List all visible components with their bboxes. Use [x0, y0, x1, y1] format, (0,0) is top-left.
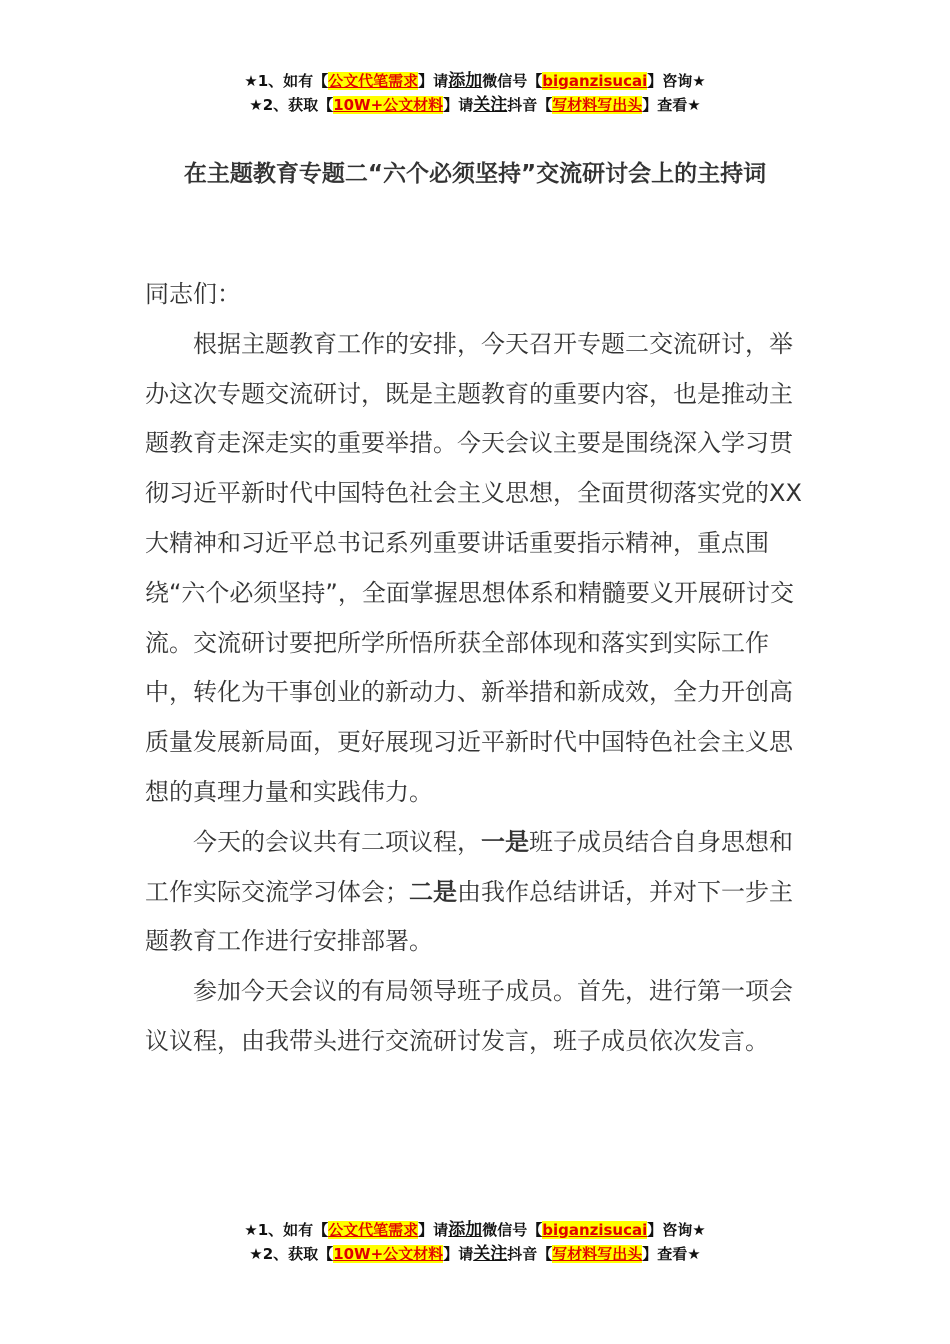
banner-highlight: biganzisucai: [542, 72, 648, 90]
banner-text: 】查看★: [642, 96, 701, 114]
banner-text: 】请: [418, 1221, 449, 1239]
document-title: 在主题教育专题二“六个必须坚持”交流研讨会上的主持词: [183, 161, 767, 187]
banner-text: 】查看★: [642, 1245, 701, 1263]
banner-text: 微信号【: [482, 1221, 543, 1239]
banner-text: ★1、如有【: [244, 72, 329, 90]
paragraph-2: [145, 818, 810, 967]
banner-highlight: biganzisucai: [542, 1221, 648, 1239]
banner-underline: 添加: [448, 71, 483, 91]
bottom-banner: [0, 1218, 950, 1266]
banner-text: 抖音【: [507, 1245, 553, 1263]
banner-highlight: 写材料写出头: [552, 1245, 643, 1263]
banner-line-1: [0, 1218, 950, 1242]
banner-text: 】请: [443, 1245, 474, 1263]
greeting: 同志们：: [145, 280, 241, 308]
banner-underline: 关注: [473, 1244, 508, 1264]
banner-highlight: 10W+公文材料: [333, 96, 444, 114]
text: 班子成员结合自身思想和工作实际交流学习体会；: [145, 827, 793, 906]
banner-underline: 关注: [473, 95, 508, 115]
banner-highlight: 写材料写出头: [552, 96, 643, 114]
paragraph-3: 参加今天会议的有局领导班子成员。首先，进行第一项会议议程，由我带头进行交流研讨发言，班子成员依次发言。: [145, 977, 793, 1055]
banner-underline: 添加: [448, 1220, 483, 1240]
text: 今天的会议共有二项议程，: [193, 827, 481, 856]
banner-text: 】请: [443, 96, 474, 114]
banner-text: 抖音【: [507, 96, 553, 114]
bold-text: 二是: [409, 877, 457, 906]
banner-highlight: 公文代笔需求: [328, 72, 419, 90]
banner-text: ★2、获取【: [249, 1245, 334, 1263]
banner-line-1: [0, 69, 950, 93]
text: 由我作总结讲话，并对下一步主题教育工作进行安排部署。: [145, 877, 793, 956]
banner-text: 微信号【: [482, 72, 543, 90]
banner-text: ★2、获取【: [249, 96, 334, 114]
banner-line-2: [0, 1242, 950, 1266]
banner-text: 】咨询★: [647, 72, 706, 90]
document-body: [145, 270, 810, 1067]
banner-text: 】请: [418, 72, 449, 90]
bold-text: 一是: [481, 827, 529, 856]
banner-highlight: 10W+公文材料: [333, 1245, 444, 1263]
top-banner: [0, 69, 950, 117]
banner-text: 】咨询★: [647, 1221, 706, 1239]
paragraph-1: 根据主题教育工作的安排，今天召开专题二交流研讨，举办这次专题交流研讨，既是主题教育的重要内容，也是推动主题教育走深走实的重要举措。今天会议主要是围绕深入学习贯彻习近平新时代中国特色社会主义思想，全面贯彻落实党的XX大精神和习近平总书记系列重要讲话重要指示精神，重点围绕“六个必须坚持”，全面掌握思想体系和精髓要义开展研讨交流。交流研讨要把所学所悟所获全部体现和落实到实际工作中，转化为干事创业的新动力、新举措和新成效，全力开创高质量发展新局面，更好展现习近平新时代中国特色社会主义思想的真理力量和实践伟力。: [145, 329, 802, 806]
banner-highlight: 公文代笔需求: [328, 1221, 419, 1239]
banner-text: ★1、如有【: [244, 1221, 329, 1239]
banner-line-2: [0, 93, 950, 117]
